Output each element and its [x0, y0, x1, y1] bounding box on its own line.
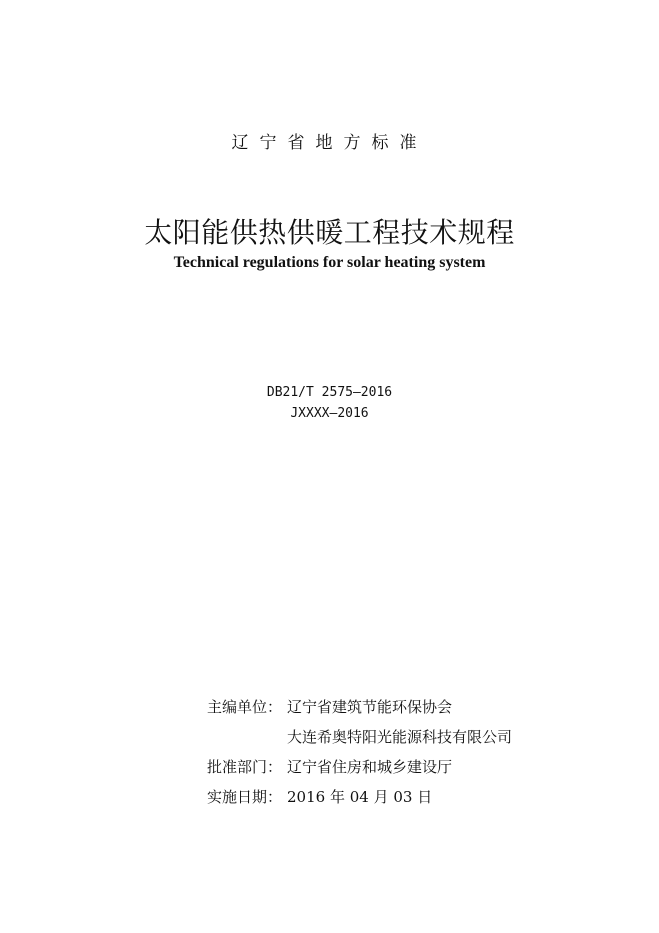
- issuing-authority-header: 辽宁省地方标准: [231, 133, 428, 153]
- effective-date-label: 实施日期：: [207, 788, 283, 806]
- chief-editor-row-2: [207, 722, 512, 752]
- chief-editor-unit-1: 辽宁省建筑节能环保协会: [287, 698, 453, 716]
- approval-row: [207, 752, 512, 782]
- chief-editor-label: 主编单位：: [207, 698, 283, 716]
- chief-editor-unit-2: 大连希奥特阳光能源科技有限公司: [287, 728, 513, 746]
- publication-info: [207, 692, 512, 812]
- document-title-english: Technical regulations for solar heating system: [173, 254, 486, 271]
- effective-date-row: [207, 782, 512, 812]
- document-title-chinese: 太阳能供热供暖工程技术规程: [144, 216, 515, 249]
- approval-label: 批准部门：: [207, 758, 283, 776]
- approval-department: 辽宁省住房和城乡建设厅: [287, 758, 453, 776]
- effective-date: 2016 年 04 月 03 日: [287, 788, 433, 806]
- standard-code-jx: JXXXX—2016: [290, 406, 369, 421]
- standard-code-db: DB21/T 2575—2016: [266, 385, 393, 400]
- chief-editor-row: [207, 692, 512, 722]
